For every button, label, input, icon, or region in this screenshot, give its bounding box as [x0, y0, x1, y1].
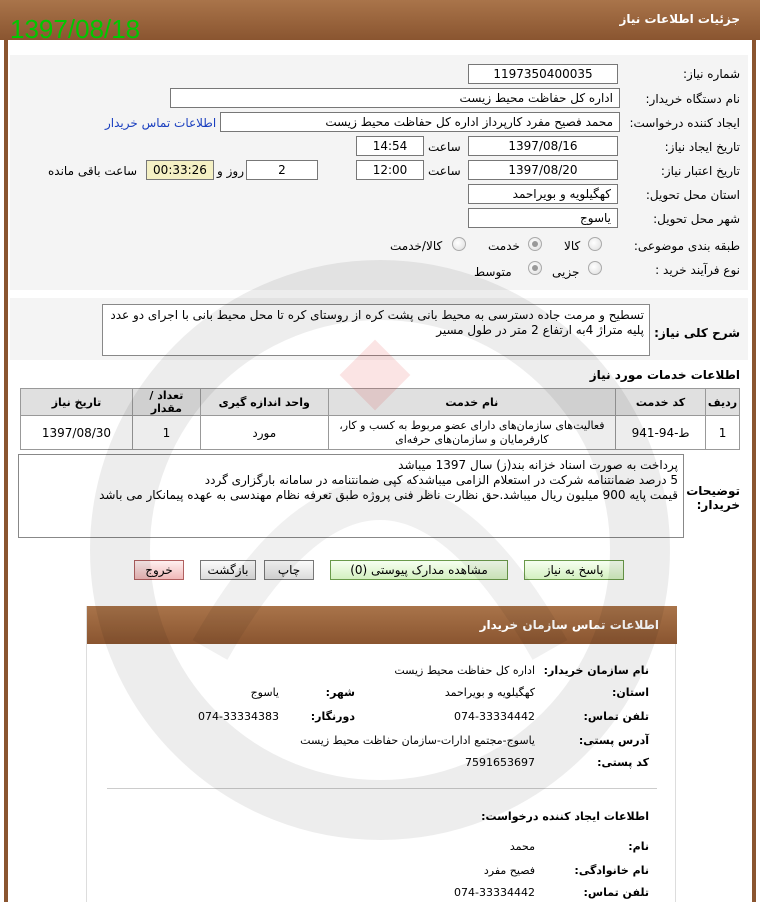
- category-service-label: خدمت: [488, 239, 520, 253]
- contact-city-value: یاسوج: [250, 686, 279, 699]
- cell-code: ط-94-941: [616, 416, 706, 450]
- buyer-notes-label: توضیحات خریدار:: [686, 484, 740, 512]
- contact-postal-label: کد پستی:: [597, 756, 649, 769]
- table-row: [21, 416, 740, 450]
- buyer-contact-link[interactable]: اطلاعات تماس خریدار: [105, 116, 217, 130]
- contact-province-value: کهگیلویه و بویراحمد: [444, 686, 535, 699]
- days-label: روز و: [217, 164, 244, 178]
- creator-phone-label: تلفن تماس:: [583, 886, 649, 899]
- contact-divider: [107, 788, 657, 789]
- contact-org-label: نام سازمان خریدار:: [543, 664, 649, 677]
- col-unit: واحد اندازه گیری: [200, 389, 328, 416]
- process-minor-radio[interactable]: [588, 261, 602, 275]
- created-time-field[interactable]: 14:54: [356, 136, 424, 156]
- valid-time-field[interactable]: 12:00: [356, 160, 424, 180]
- page-title: جزئیات اطلاعات نیاز: [619, 12, 740, 26]
- buyer-org-label: نام دستگاه خریدار:: [645, 92, 740, 106]
- cell-qty: 1: [132, 416, 200, 450]
- contact-card-title: اطلاعات تماس سازمان خریدار: [479, 618, 659, 632]
- buyer-org-field[interactable]: اداره کل حفاظت محیط زیست: [170, 88, 620, 108]
- cell-row: 1: [706, 416, 740, 450]
- category-service-radio[interactable]: [528, 237, 542, 251]
- creator-info-title: اطلاعات ایجاد کننده درخواست:: [481, 810, 649, 823]
- buyer-notes-textarea[interactable]: [18, 454, 684, 538]
- process-medium-radio[interactable]: [528, 261, 542, 275]
- col-qty: تعداد / مقدار: [132, 389, 200, 416]
- buyer-note-line: 5 درصد ضمانتنامه شرکت در استعلام الزامی میباشدکه کپی ضمانتنامه در سامانه بارگزاری گردد: [204, 473, 678, 487]
- contact-postal-value: 7591653697: [465, 756, 535, 769]
- attachments-button[interactable]: مشاهده مدارک پیوستی (0): [330, 560, 508, 580]
- countdown-field: 00:33:26: [146, 160, 214, 180]
- contact-phone-value: 074-33334442: [454, 710, 535, 723]
- created-date-field[interactable]: 1397/08/16: [468, 136, 618, 156]
- process-label: نوع فرآیند خرید :: [655, 263, 740, 277]
- col-row: ردیف: [706, 389, 740, 416]
- contact-org-value: اداره کل حفاظت محیط زیست: [394, 664, 535, 677]
- buyer-note-line: پرداخت به صورت اسناد خزانه بند(ز) سال 1397 میباشد: [398, 458, 678, 472]
- print-button[interactable]: چاپ: [264, 560, 314, 580]
- cell-date: 1397/08/30: [21, 416, 133, 450]
- creator-label: ایجاد کننده درخواست:: [629, 116, 740, 130]
- city-label: شهر محل تحویل:: [653, 212, 740, 226]
- buyer-contact-card: [86, 606, 676, 902]
- contact-card-header: [87, 606, 677, 644]
- col-date: تاریخ نیاز: [21, 389, 133, 416]
- contact-address-value: یاسوج-مجتمع ادارات-سازمان حفاظت محیط زیست: [300, 734, 535, 747]
- city-field[interactable]: یاسوج: [468, 208, 618, 228]
- province-field[interactable]: کهگیلویه و بویراحمد: [468, 184, 618, 204]
- contact-phone-label: تلفن تماس:: [583, 710, 649, 723]
- buyer-note-line: قیمت پایه 900 میلیون ریال میباشد.حق نظارت ناظر فنی پروژه طبق تعرفه نظام مهندسی به عهده پیمانکار می باشد: [99, 488, 678, 502]
- back-button[interactable]: بازگشت: [200, 560, 256, 580]
- col-code: کد خدمت: [616, 389, 706, 416]
- remaining-label: ساعت باقی مانده: [48, 164, 138, 178]
- valid-date-field[interactable]: 1397/08/20: [468, 160, 618, 180]
- description-label: شرح کلی نیاز:: [654, 326, 740, 340]
- need-number-field[interactable]: 1197350400035: [468, 64, 618, 84]
- process-minor-label: جزیی: [552, 265, 580, 279]
- valid-date-label: تاریخ اعتبار نیاز:: [660, 164, 740, 178]
- creator-phone-value: 074-33334442: [454, 886, 535, 899]
- created-date-label: تاریخ ایجاد نیاز:: [664, 140, 740, 154]
- creator-name-label: نام:: [628, 840, 649, 853]
- services-title: اطلاعات خدمات مورد نیاز: [589, 368, 740, 382]
- contact-address-label: آدرس پستی:: [578, 734, 649, 747]
- province-label: استان محل تحویل:: [645, 188, 740, 202]
- col-name: نام خدمت: [328, 389, 615, 416]
- contact-fax-value: 074-33334383: [198, 710, 279, 723]
- cell-unit: مورد: [200, 416, 328, 450]
- process-medium-label: متوسط: [474, 265, 512, 279]
- category-label: طبقه بندی موضوعی:: [633, 239, 740, 253]
- description-textarea[interactable]: تسطیح و مرمت جاده دسترسی به محیط بانی پشت کره از روستای کره تا محل محیط بانی با اجرای دو عدد پلیه متراژ 4به ارتفاع 2 متر در طول مسیر: [102, 304, 650, 356]
- exit-button[interactable]: خروج: [134, 560, 184, 580]
- contact-province-label: استان:: [612, 686, 649, 699]
- creator-name-value: محمد: [509, 840, 535, 853]
- category-both-label: کالا/خدمت: [390, 239, 443, 253]
- reply-button[interactable]: پاسخ به نیاز: [524, 560, 624, 580]
- category-goods-label: کالا: [564, 239, 581, 253]
- date-stamp: 1397/08/18: [10, 14, 141, 44]
- remaining-days-field[interactable]: 2: [246, 160, 318, 180]
- contact-fax-label: دورنگار:: [310, 710, 355, 723]
- category-goods-radio[interactable]: [588, 237, 602, 251]
- creator-field[interactable]: محمد فصیح مفرد کارپرداز اداره کل حفاظت محیط زیست: [220, 112, 620, 132]
- need-number-label: شماره نیاز:: [683, 67, 740, 81]
- services-header-row: [21, 389, 740, 416]
- services-table: [20, 388, 740, 450]
- creator-family-value: فصیح مفرد: [483, 864, 535, 877]
- contact-city-label: شهر:: [325, 686, 355, 699]
- created-time-label: ساعت: [428, 140, 461, 154]
- creator-family-label: نام خانوادگی:: [574, 864, 649, 877]
- cell-name: فعالیت‌های سازمان‌های دارای عضو مربوط به کسب و کار، کارفرمایان و سازمان‌های حرفه‌ای: [328, 416, 615, 450]
- valid-time-label: ساعت: [428, 164, 461, 178]
- category-both-radio[interactable]: [452, 237, 466, 251]
